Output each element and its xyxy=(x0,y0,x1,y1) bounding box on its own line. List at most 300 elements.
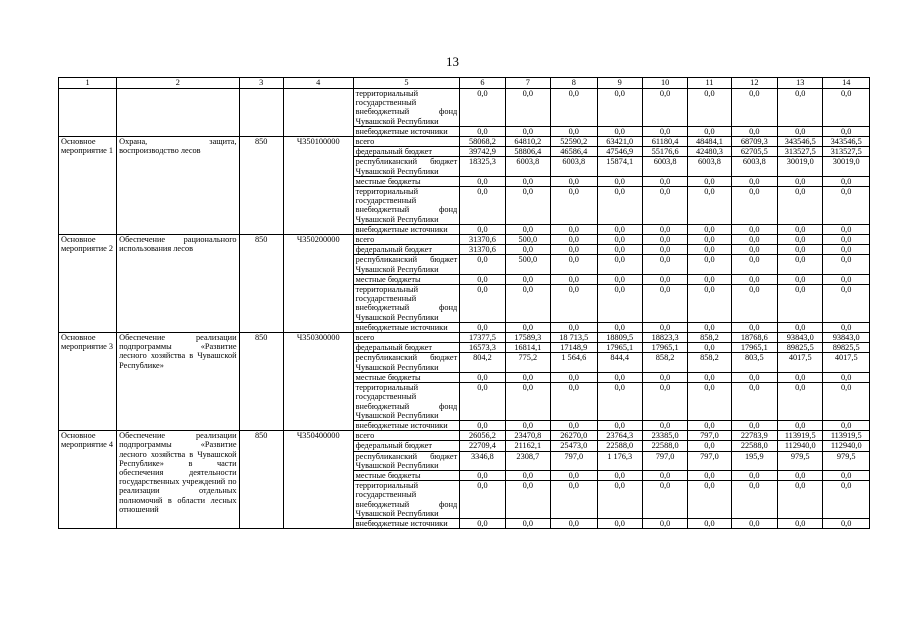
value-cell: 0,0 xyxy=(778,187,823,225)
value-cell: 0,0 xyxy=(460,481,505,519)
value-cell: 55176,6 xyxy=(642,147,687,157)
value-cell: 343546,5 xyxy=(823,137,870,147)
value-cell: 112940,0 xyxy=(778,441,823,451)
funding-source: федеральный бюджет xyxy=(353,441,460,451)
value-cell: 0,0 xyxy=(642,274,687,284)
value-cell: 0,0 xyxy=(597,126,642,136)
value-cell: 0,0 xyxy=(505,187,550,225)
value-cell: 0,0 xyxy=(551,176,597,186)
value-cell: 0,0 xyxy=(731,372,777,382)
value-cell: 17965,1 xyxy=(731,343,777,353)
value-cell: 112940,0 xyxy=(823,441,870,451)
value-cell: 0,0 xyxy=(460,420,505,430)
column-header: 3 xyxy=(239,78,283,89)
value-cell: 0,0 xyxy=(823,383,870,421)
value-cell: 0,0 xyxy=(778,274,823,284)
column-header: 13 xyxy=(778,78,823,89)
value-cell: 0,0 xyxy=(597,89,642,127)
value-cell: 0,0 xyxy=(778,420,823,430)
value-cell: 0,0 xyxy=(778,245,823,255)
funding-source: территориальный государственный внебюджетный фонд Чувашской Республики xyxy=(353,89,460,127)
column-header: 2 xyxy=(117,78,239,89)
value-cell: 979,5 xyxy=(823,451,870,470)
value-cell: 18 713,5 xyxy=(551,333,597,343)
value-cell: 0,0 xyxy=(505,176,550,186)
value-cell: 0,0 xyxy=(642,245,687,255)
value-cell: 15874,1 xyxy=(597,157,642,176)
value-cell: 0,0 xyxy=(460,187,505,225)
value-cell: 26056,2 xyxy=(460,431,505,441)
column-header: 11 xyxy=(688,78,731,89)
value-cell: 0,0 xyxy=(460,255,505,274)
funding-source: всего xyxy=(353,137,460,147)
value-cell: 0,0 xyxy=(688,126,731,136)
value-cell: 0,0 xyxy=(778,255,823,274)
value-cell: 0,0 xyxy=(731,255,777,274)
funding-source: территориальный государственный внебюджетный фонд Чувашской Республики xyxy=(353,481,460,519)
funding-source: федеральный бюджет xyxy=(353,245,460,255)
value-cell: 0,0 xyxy=(823,89,870,127)
value-cell: 62705,5 xyxy=(731,147,777,157)
value-cell: 0,0 xyxy=(505,383,550,421)
value-cell: 804,2 xyxy=(460,353,505,372)
value-cell: 0,0 xyxy=(731,126,777,136)
event-name: Основное мероприятие 4 xyxy=(59,431,117,529)
value-cell: 0,0 xyxy=(551,481,597,519)
value-cell: 17965,1 xyxy=(597,343,642,353)
value-cell: 17148,9 xyxy=(551,343,597,353)
value-cell: 858,2 xyxy=(688,333,731,343)
budget-code: Ч350300000 xyxy=(283,333,353,431)
value-cell: 0,0 xyxy=(688,322,731,332)
value-cell: 195,9 xyxy=(731,451,777,470)
value-cell: 0,0 xyxy=(597,383,642,421)
value-cell: 0,0 xyxy=(642,176,687,186)
empty-cell xyxy=(59,89,117,137)
column-header: 12 xyxy=(731,78,777,89)
value-cell: 0,0 xyxy=(551,255,597,274)
column-header: 10 xyxy=(642,78,687,89)
value-cell: 0,0 xyxy=(688,285,731,323)
value-cell: 23764,3 xyxy=(597,431,642,441)
value-cell: 0,0 xyxy=(688,224,731,234)
value-cell: 0,0 xyxy=(778,481,823,519)
funding-source: всего xyxy=(353,431,460,441)
value-cell: 0,0 xyxy=(688,187,731,225)
value-cell: 0,0 xyxy=(460,383,505,421)
value-cell: 42480,3 xyxy=(688,147,731,157)
value-cell: 61180,4 xyxy=(642,137,687,147)
value-cell: 0,0 xyxy=(731,518,777,528)
value-cell: 0,0 xyxy=(823,420,870,430)
value-cell: 0,0 xyxy=(597,235,642,245)
value-cell: 0,0 xyxy=(642,235,687,245)
value-cell: 0,0 xyxy=(460,372,505,382)
value-cell: 0,0 xyxy=(460,322,505,332)
column-header: 9 xyxy=(597,78,642,89)
value-cell: 0,0 xyxy=(731,89,777,127)
value-cell: 797,0 xyxy=(688,451,731,470)
value-cell: 0,0 xyxy=(505,518,550,528)
value-cell: 0,0 xyxy=(778,322,823,332)
value-cell: 0,0 xyxy=(505,420,550,430)
grbs-code: 850 xyxy=(239,431,283,529)
table-row xyxy=(59,235,870,245)
value-cell: 23470,8 xyxy=(505,431,550,441)
value-cell: 0,0 xyxy=(551,126,597,136)
value-cell: 26270,0 xyxy=(551,431,597,441)
value-cell: 0,0 xyxy=(597,255,642,274)
event-description: Обеспечение рационального использования лесов xyxy=(117,235,239,333)
value-cell: 0,0 xyxy=(460,176,505,186)
value-cell: 0,0 xyxy=(551,245,597,255)
event-description: Обеспечение реализации подпрограммы «Развитие лесного хозяйства в Чувашской Республике» xyxy=(117,333,239,431)
value-cell: 0,0 xyxy=(551,224,597,234)
value-cell: 0,0 xyxy=(778,285,823,323)
value-cell: 0,0 xyxy=(731,176,777,186)
value-cell: 0,0 xyxy=(551,274,597,284)
budget-code: Ч350100000 xyxy=(283,137,353,235)
funding-source: внебюджетные источники xyxy=(353,420,460,430)
value-cell: 17377,5 xyxy=(460,333,505,343)
value-cell: 797,0 xyxy=(688,431,731,441)
funding-source: республиканский бюджет Чувашской Республики xyxy=(353,255,460,274)
value-cell: 16814,1 xyxy=(505,343,550,353)
value-cell: 0,0 xyxy=(778,235,823,245)
value-cell: 6003,8 xyxy=(551,157,597,176)
value-cell: 844,4 xyxy=(597,353,642,372)
table-body xyxy=(59,78,870,529)
value-cell: 0,0 xyxy=(597,470,642,480)
value-cell: 113919,5 xyxy=(778,431,823,441)
value-cell: 0,0 xyxy=(642,420,687,430)
header-row xyxy=(59,78,870,89)
value-cell: 58806,4 xyxy=(505,147,550,157)
value-cell: 0,0 xyxy=(551,322,597,332)
value-cell: 0,0 xyxy=(778,89,823,127)
value-cell: 3346,8 xyxy=(460,451,505,470)
funding-source: всего xyxy=(353,333,460,343)
value-cell: 22709,4 xyxy=(460,441,505,451)
funding-source: территориальный государственный внебюджетный фонд Чувашской Республики xyxy=(353,285,460,323)
value-cell: 0,0 xyxy=(823,176,870,186)
value-cell: 0,0 xyxy=(823,255,870,274)
value-cell: 0,0 xyxy=(460,89,505,127)
value-cell: 0,0 xyxy=(688,176,731,186)
value-cell: 0,0 xyxy=(731,420,777,430)
value-cell: 797,0 xyxy=(551,451,597,470)
value-cell: 39742,9 xyxy=(460,147,505,157)
grbs-code: 850 xyxy=(239,333,283,431)
value-cell: 0,0 xyxy=(688,274,731,284)
value-cell: 0,0 xyxy=(642,126,687,136)
page-number: 13 xyxy=(446,54,459,69)
value-cell: 6003,8 xyxy=(505,157,550,176)
value-cell: 0,0 xyxy=(642,187,687,225)
value-cell: 18325,3 xyxy=(460,157,505,176)
value-cell: 23385,0 xyxy=(642,431,687,441)
value-cell: 0,0 xyxy=(688,470,731,480)
value-cell: 0,0 xyxy=(597,224,642,234)
value-cell: 1 176,3 xyxy=(597,451,642,470)
value-cell: 89825,5 xyxy=(778,343,823,353)
value-cell: 22783,9 xyxy=(731,431,777,441)
value-cell: 1 564,6 xyxy=(551,353,597,372)
value-cell: 0,0 xyxy=(505,322,550,332)
value-cell: 0,0 xyxy=(688,383,731,421)
table-row xyxy=(59,89,870,127)
value-cell: 89825,5 xyxy=(823,343,870,353)
event-name: Основное мероприятие 2 xyxy=(59,235,117,333)
value-cell: 0,0 xyxy=(505,89,550,127)
funding-table xyxy=(58,77,870,529)
value-cell: 0,0 xyxy=(823,481,870,519)
value-cell: 0,0 xyxy=(688,245,731,255)
value-cell: 0,0 xyxy=(597,285,642,323)
value-cell: 0,0 xyxy=(505,481,550,519)
value-cell: 0,0 xyxy=(823,372,870,382)
value-cell: 0,0 xyxy=(778,518,823,528)
value-cell: 0,0 xyxy=(551,383,597,421)
value-cell: 48484,1 xyxy=(688,137,731,147)
value-cell: 0,0 xyxy=(731,285,777,323)
value-cell: 52590,2 xyxy=(551,137,597,147)
value-cell: 0,0 xyxy=(778,383,823,421)
column-header: 5 xyxy=(353,78,460,89)
column-header: 4 xyxy=(283,78,353,89)
value-cell: 31370,6 xyxy=(460,235,505,245)
funding-source: внебюджетные источники xyxy=(353,518,460,528)
value-cell: 0,0 xyxy=(823,322,870,332)
value-cell: 31370,6 xyxy=(460,245,505,255)
value-cell: 18768,6 xyxy=(731,333,777,343)
funding-source: республиканский бюджет Чувашской Республики xyxy=(353,157,460,176)
value-cell: 0,0 xyxy=(688,255,731,274)
value-cell: 0,0 xyxy=(731,322,777,332)
column-header: 14 xyxy=(823,78,870,89)
value-cell: 0,0 xyxy=(551,285,597,323)
value-cell: 0,0 xyxy=(597,245,642,255)
value-cell: 0,0 xyxy=(460,224,505,234)
value-cell: 343546,5 xyxy=(778,137,823,147)
value-cell: 0,0 xyxy=(688,372,731,382)
value-cell: 0,0 xyxy=(551,470,597,480)
funding-source: территориальный государственный внебюджетный фонд Чувашской Республики xyxy=(353,383,460,421)
column-header: 1 xyxy=(59,78,117,89)
value-cell: 0,0 xyxy=(460,470,505,480)
value-cell: 0,0 xyxy=(642,285,687,323)
value-cell: 0,0 xyxy=(731,481,777,519)
value-cell: 0,0 xyxy=(688,420,731,430)
funding-source: внебюджетные источники xyxy=(353,322,460,332)
value-cell: 313527,5 xyxy=(823,147,870,157)
value-cell: 93843,0 xyxy=(778,333,823,343)
budget-code: Ч350400000 xyxy=(283,431,353,529)
funding-source: местные бюджеты xyxy=(353,372,460,382)
value-cell: 0,0 xyxy=(688,343,731,353)
value-cell: 93843,0 xyxy=(823,333,870,343)
value-cell: 63421,0 xyxy=(597,137,642,147)
value-cell: 0,0 xyxy=(642,481,687,519)
table-row xyxy=(59,333,870,343)
value-cell: 0,0 xyxy=(778,126,823,136)
funding-source: местные бюджеты xyxy=(353,470,460,480)
value-cell: 0,0 xyxy=(778,372,823,382)
value-cell: 0,0 xyxy=(551,518,597,528)
value-cell: 58068,2 xyxy=(460,137,505,147)
column-header: 8 xyxy=(551,78,597,89)
value-cell: 0,0 xyxy=(551,420,597,430)
value-cell: 0,0 xyxy=(778,470,823,480)
value-cell: 803,5 xyxy=(731,353,777,372)
value-cell: 30019,0 xyxy=(823,157,870,176)
value-cell: 0,0 xyxy=(460,274,505,284)
value-cell: 775,2 xyxy=(505,353,550,372)
funding-source: местные бюджеты xyxy=(353,274,460,284)
value-cell: 0,0 xyxy=(731,383,777,421)
value-cell: 4017,5 xyxy=(823,353,870,372)
value-cell: 6003,8 xyxy=(731,157,777,176)
value-cell: 0,0 xyxy=(642,89,687,127)
value-cell: 2308,7 xyxy=(505,451,550,470)
value-cell: 858,2 xyxy=(642,353,687,372)
value-cell: 0,0 xyxy=(823,245,870,255)
value-cell: 0,0 xyxy=(597,274,642,284)
value-cell: 0,0 xyxy=(642,224,687,234)
value-cell: 0,0 xyxy=(505,126,550,136)
value-cell: 0,0 xyxy=(460,126,505,136)
value-cell: 0,0 xyxy=(597,420,642,430)
value-cell: 0,0 xyxy=(688,518,731,528)
value-cell: 6003,8 xyxy=(688,157,731,176)
value-cell: 0,0 xyxy=(642,470,687,480)
value-cell: 0,0 xyxy=(823,235,870,245)
event-description: Обеспечение реализации подпрограммы «Развитие лесного хозяйства в Чувашской Республике» в части обеспечения деятельности государственных учреждений по реализации отдельных полномочий в области лесных отношений xyxy=(117,431,239,529)
value-cell: 0,0 xyxy=(823,126,870,136)
value-cell: 0,0 xyxy=(597,372,642,382)
column-header: 7 xyxy=(505,78,550,89)
value-cell: 6003,8 xyxy=(642,157,687,176)
value-cell: 500,0 xyxy=(505,235,550,245)
table-row xyxy=(59,137,870,147)
value-cell: 0,0 xyxy=(731,187,777,225)
value-cell: 0,0 xyxy=(823,518,870,528)
funding-source: местные бюджеты xyxy=(353,176,460,186)
value-cell: 18809,5 xyxy=(597,333,642,343)
value-cell: 0,0 xyxy=(688,89,731,127)
event-description: Охрана, защита, воспроизводство лесов xyxy=(117,137,239,235)
value-cell: 22588,0 xyxy=(597,441,642,451)
value-cell: 0,0 xyxy=(642,322,687,332)
funding-source: внебюджетные источники xyxy=(353,126,460,136)
value-cell: 113919,5 xyxy=(823,431,870,441)
value-cell: 21162,1 xyxy=(505,441,550,451)
value-cell: 64810,2 xyxy=(505,137,550,147)
funding-source: республиканский бюджет Чувашской Республики xyxy=(353,353,460,372)
value-cell: 0,0 xyxy=(642,372,687,382)
value-cell: 0,0 xyxy=(505,224,550,234)
value-cell: 30019,0 xyxy=(778,157,823,176)
value-cell: 0,0 xyxy=(688,235,731,245)
value-cell: 979,5 xyxy=(778,451,823,470)
grbs-code: 850 xyxy=(239,235,283,333)
value-cell: 0,0 xyxy=(551,372,597,382)
value-cell: 0,0 xyxy=(460,285,505,323)
value-cell: 0,0 xyxy=(731,224,777,234)
value-cell: 0,0 xyxy=(731,245,777,255)
value-cell: 25473,0 xyxy=(551,441,597,451)
value-cell: 22588,0 xyxy=(731,441,777,451)
value-cell: 500,0 xyxy=(505,255,550,274)
value-cell: 0,0 xyxy=(823,187,870,225)
value-cell: 0,0 xyxy=(551,89,597,127)
budget-code: Ч350200000 xyxy=(283,235,353,333)
value-cell: 0,0 xyxy=(642,383,687,421)
value-cell: 0,0 xyxy=(731,470,777,480)
column-header: 6 xyxy=(460,78,505,89)
funding-source: федеральный бюджет xyxy=(353,343,460,353)
value-cell: 0,0 xyxy=(505,245,550,255)
value-cell: 797,0 xyxy=(642,451,687,470)
value-cell: 313527,5 xyxy=(778,147,823,157)
value-cell: 46586,4 xyxy=(551,147,597,157)
value-cell: 0,0 xyxy=(778,224,823,234)
empty-cell xyxy=(283,89,353,137)
value-cell: 0,0 xyxy=(505,470,550,480)
value-cell: 0,0 xyxy=(731,235,777,245)
funding-source: всего xyxy=(353,235,460,245)
value-cell: 0,0 xyxy=(460,518,505,528)
value-cell: 68709,3 xyxy=(731,137,777,147)
value-cell: 0,0 xyxy=(551,235,597,245)
value-cell: 0,0 xyxy=(551,187,597,225)
value-cell: 0,0 xyxy=(597,322,642,332)
value-cell: 18823,3 xyxy=(642,333,687,343)
value-cell: 22588,0 xyxy=(642,441,687,451)
value-cell: 4017,5 xyxy=(778,353,823,372)
funding-source: республиканский бюджет Чувашской Республики xyxy=(353,451,460,470)
value-cell: 0,0 xyxy=(597,481,642,519)
value-cell: 0,0 xyxy=(505,274,550,284)
value-cell: 0,0 xyxy=(597,518,642,528)
value-cell: 0,0 xyxy=(823,274,870,284)
value-cell: 47546,9 xyxy=(597,147,642,157)
funding-source: внебюджетные источники xyxy=(353,224,460,234)
funding-source: территориальный государственный внебюджетный фонд Чувашской Республики xyxy=(353,187,460,225)
value-cell: 0,0 xyxy=(505,372,550,382)
value-cell: 0,0 xyxy=(688,481,731,519)
value-cell: 17589,3 xyxy=(505,333,550,343)
value-cell: 0,0 xyxy=(597,176,642,186)
value-cell: 0,0 xyxy=(823,224,870,234)
value-cell: 0,0 xyxy=(642,518,687,528)
empty-cell xyxy=(239,89,283,137)
value-cell: 0,0 xyxy=(642,255,687,274)
value-cell: 0,0 xyxy=(823,470,870,480)
value-cell: 0,0 xyxy=(688,441,731,451)
value-cell: 0,0 xyxy=(597,187,642,225)
funding-source: федеральный бюджет xyxy=(353,147,460,157)
value-cell: 17965,1 xyxy=(642,343,687,353)
event-name: Основное мероприятие 1 xyxy=(59,137,117,235)
value-cell: 858,2 xyxy=(688,353,731,372)
empty-cell xyxy=(117,89,239,137)
value-cell: 16573,3 xyxy=(460,343,505,353)
grbs-code: 850 xyxy=(239,137,283,235)
value-cell: 0,0 xyxy=(823,285,870,323)
value-cell: 0,0 xyxy=(731,274,777,284)
table-row xyxy=(59,431,870,441)
